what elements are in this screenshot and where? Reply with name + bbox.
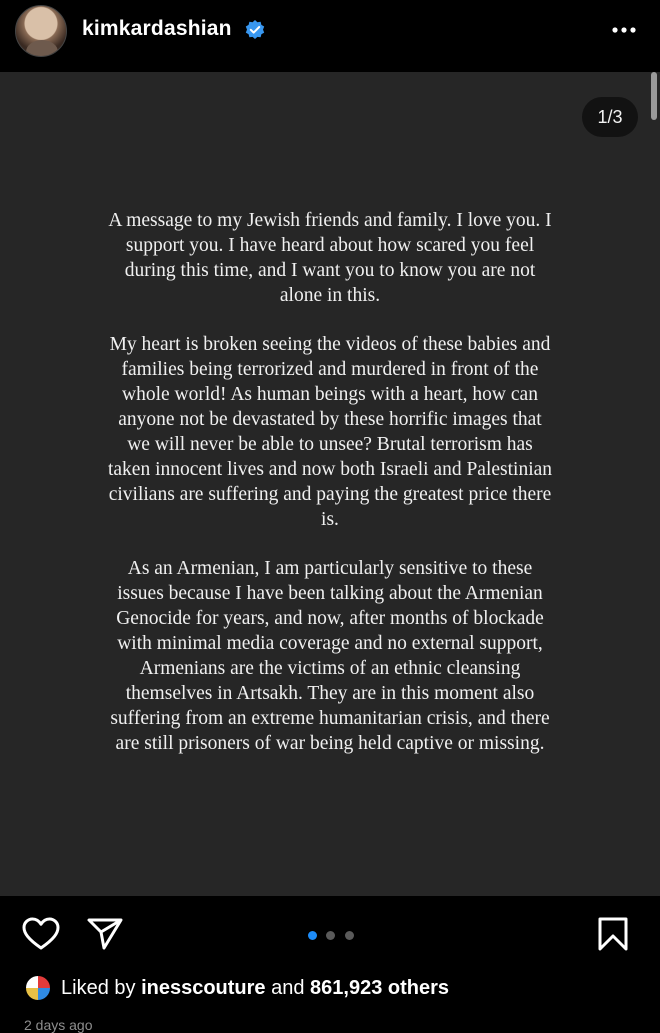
post-timestamp: 2 days ago [24, 1017, 93, 1033]
liker-avatar[interactable] [24, 974, 52, 1002]
carousel-dot-active [308, 931, 317, 940]
post-paragraph: As an Armenian, I am particularly sensitive to these issues because I have been talking about the Armenian Genocide for years, and now, after months of blockade with minimal media coverage and no external support, Armenians are the victims of an ethnic cleansing themselves in Artsakh. They are in this moment also suffering from an extreme humanitarian crisis, and there are still prisoners of war being held captive or missing. [110, 558, 550, 754]
carousel-dot [326, 931, 335, 940]
post-image[interactable] [0, 72, 660, 896]
post-paragraph: My heart is broken seeing the videos of these babies and families being terrorized and murdered in front of the whole world! As human beings with a heart, how can anyone not be devastated by these horrific images that we will never be able to unsee? Brutal terrorism has taken innocent lives and now both Israeli and Palestinian civilians are suffering and paying the greatest price there is. [107, 334, 553, 530]
likes-prefix: Liked by [61, 977, 136, 999]
likes-count-link[interactable]: 861,923 others [310, 977, 450, 999]
more-horizontal-icon[interactable] [610, 18, 638, 42]
carousel-dot [345, 931, 354, 940]
post-text [64, 208, 596, 780]
scrollbar[interactable] [651, 72, 657, 120]
post-paragraph: A message to my Jewish friends and family. I love you. I support you. I have heard about how scared you feel during this time, and I want you to know you are not alone in this. [108, 210, 552, 306]
bookmark-icon[interactable] [596, 916, 630, 952]
profile-avatar[interactable] [15, 5, 67, 57]
liker-username-link[interactable]: inesscouture [141, 977, 266, 999]
avatar-figure [26, 40, 58, 57]
likes-summary[interactable] [61, 977, 449, 1000]
username-link[interactable]: kimkardashian [82, 17, 232, 40]
likes-and: and [271, 977, 305, 999]
post-header [0, 0, 660, 72]
carousel-counter: 1/3 [582, 97, 638, 137]
verified-badge-icon [245, 20, 265, 40]
paper-plane-icon[interactable] [86, 917, 124, 951]
action-bar [0, 896, 660, 1033]
carousel-indicator [308, 927, 359, 937]
heart-outline-icon[interactable] [22, 917, 60, 951]
